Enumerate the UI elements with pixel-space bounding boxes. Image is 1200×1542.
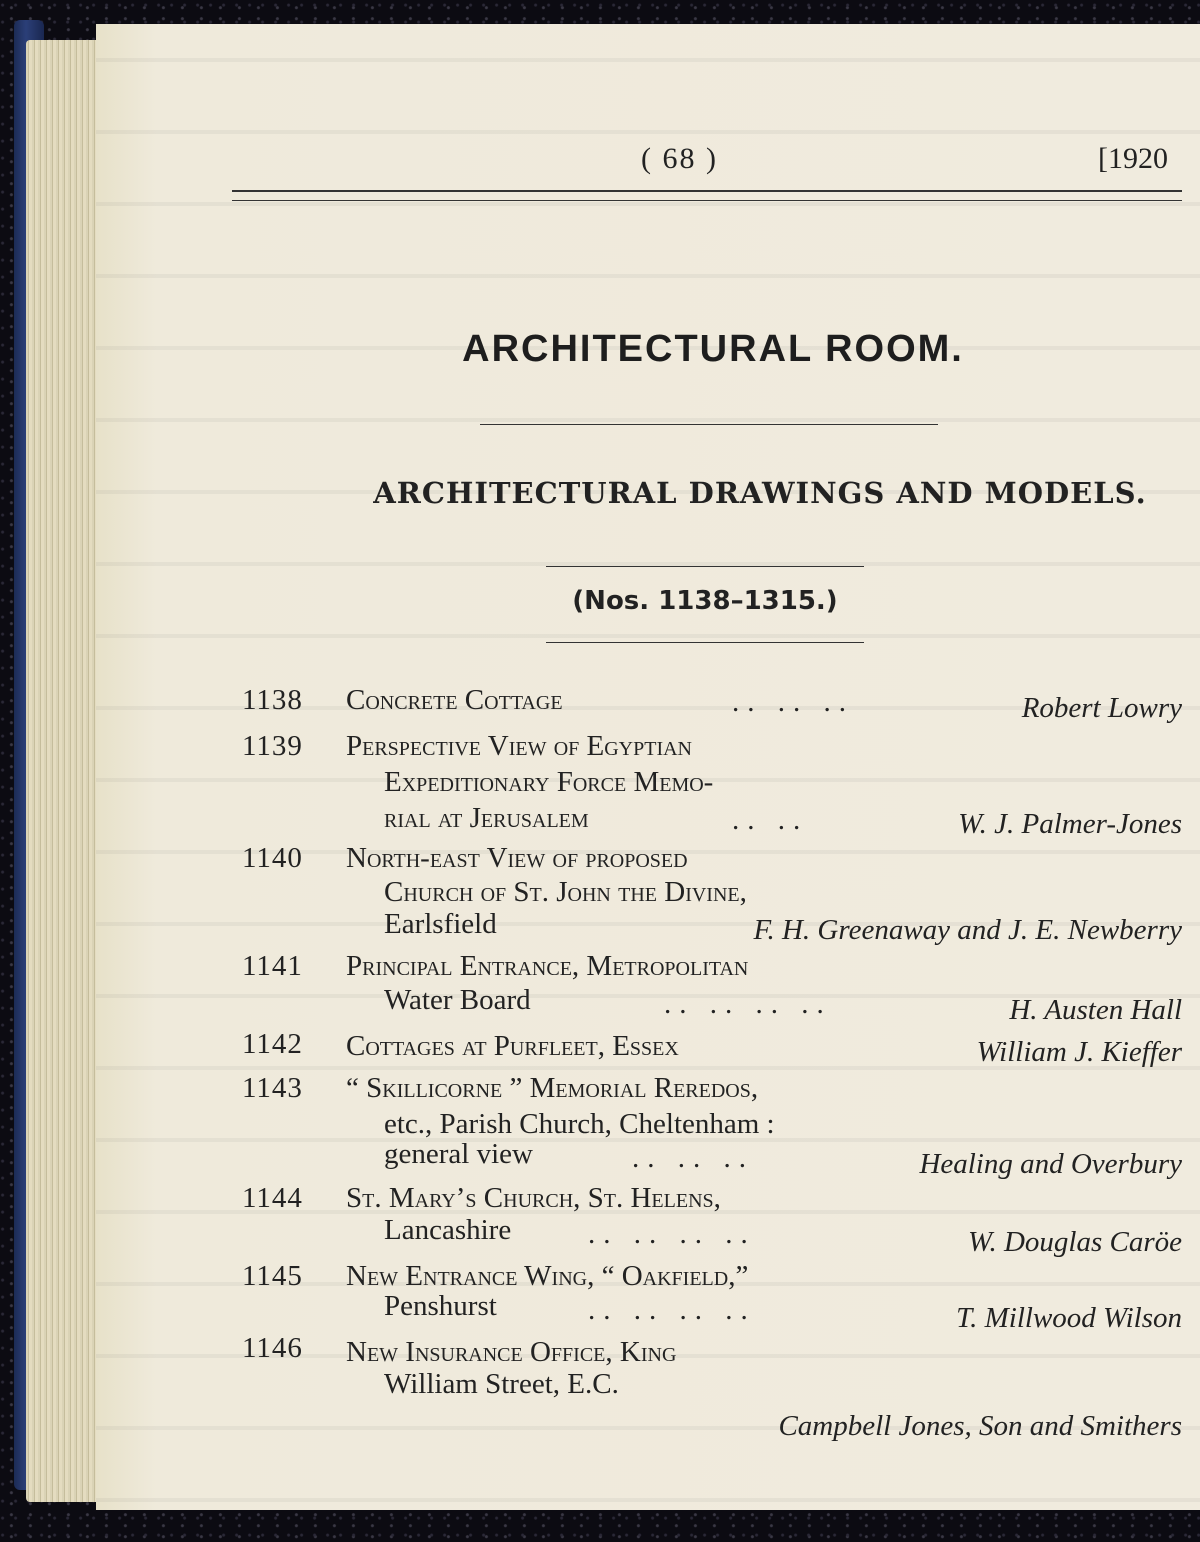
entry-artist: W. J. Palmer-Jones xyxy=(958,808,1182,840)
entry-number: 1138 xyxy=(242,684,303,716)
entry-title: New Entrance Wing, “ Oakfield,” xyxy=(346,1260,749,1292)
header-rule xyxy=(232,190,1182,201)
entry-artist: T. Millwood Wilson xyxy=(956,1302,1182,1334)
leader-dots: .. .. .. .. xyxy=(588,1218,756,1250)
leader-dots: .. .. xyxy=(732,804,809,836)
page-edges xyxy=(26,40,106,1502)
divider xyxy=(546,566,864,567)
entry-title: “ Skillicorne ” Memorial Reredos, xyxy=(346,1072,759,1104)
entry-title: Concrete Cottage xyxy=(346,684,563,716)
entry-title: Church of St. John the Divine, xyxy=(384,876,747,908)
entry-number: 1142 xyxy=(242,1028,303,1060)
entry-number: 1145 xyxy=(242,1260,303,1292)
entry-title: Penshurst xyxy=(384,1290,497,1322)
entry-number: 1141 xyxy=(242,950,303,982)
leader-dots: .. .. .. .. xyxy=(588,1294,756,1326)
entry-title: Perspective View of Egyptian xyxy=(346,730,693,762)
entry-title: rial at Jerusalem xyxy=(384,802,589,834)
divider xyxy=(546,642,864,643)
section-title: ARCHITECTURAL DRAWINGS AND MODELS. xyxy=(373,476,1147,510)
header-year: [1920 xyxy=(1098,142,1168,175)
number-range: (Nos. 1138–1315.) xyxy=(572,586,838,616)
entry-number: 1146 xyxy=(242,1332,303,1364)
entry-title: Earlsfield xyxy=(384,908,497,940)
entry-artist: H. Austen Hall xyxy=(1009,994,1182,1026)
leader-dots: .. .. .. .. xyxy=(664,988,832,1020)
leader-dots: .. .. .. xyxy=(732,686,854,718)
entry-title: New Insurance Office, King xyxy=(346,1336,677,1368)
entry-number: 1144 xyxy=(242,1182,303,1214)
room-title: ARCHITECTURAL ROOM. xyxy=(462,328,964,370)
entry-title: William Street, E.C. xyxy=(384,1368,619,1400)
entry-artist: Robert Lowry xyxy=(1021,692,1182,724)
leader-dots: .. .. .. xyxy=(632,1142,754,1174)
entry-artist: Campbell Jones, Son and Smithers xyxy=(778,1410,1182,1442)
entry-title: general view xyxy=(384,1138,533,1170)
entry-title: Water Board xyxy=(384,984,531,1016)
entry-number: 1140 xyxy=(242,842,303,874)
page-number: ( 68 ) xyxy=(641,142,718,175)
entry-title: Cottages at Purfleet, Essex xyxy=(346,1030,679,1062)
entry-title: Expeditionary Force Memo- xyxy=(384,766,714,798)
entry-artist: William J. Kieffer xyxy=(976,1036,1182,1068)
entry-number: 1139 xyxy=(242,730,303,762)
running-header xyxy=(96,142,1200,182)
entry-title: North-east View of proposed xyxy=(346,842,688,874)
entry-title: Lancashire xyxy=(384,1214,512,1246)
entry-artist: Healing and Overbury xyxy=(919,1148,1182,1180)
entry-title: etc., Parish Church, Cheltenham : xyxy=(384,1108,775,1140)
entry-artist: W. Douglas Caröe xyxy=(967,1226,1182,1258)
entry-title: St. Mary’s Church, St. Helens, xyxy=(346,1182,721,1214)
divider xyxy=(480,424,938,425)
entry-artist: F. H. Greenaway and J. E. Newberry xyxy=(753,914,1182,946)
book-page xyxy=(96,24,1200,1510)
entry-number: 1143 xyxy=(242,1072,303,1104)
entry-title: Principal Entrance, Metropolitan xyxy=(346,950,749,982)
